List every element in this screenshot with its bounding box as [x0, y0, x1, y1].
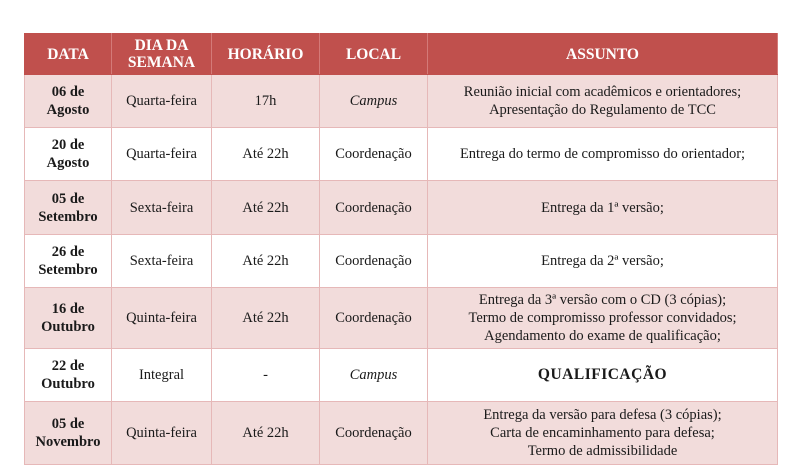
cell-time: Até 22h [212, 128, 320, 181]
cell-weekday: Quarta-feira [112, 128, 212, 181]
table-row [25, 349, 778, 402]
cell-local: Coordenação [320, 128, 428, 181]
date-day: 22 de [51, 358, 85, 374]
table-row [25, 235, 778, 288]
subject-line: Entrega da versão para defesa (3 cópias); [483, 407, 722, 423]
table-row [25, 75, 778, 128]
header-local: LOCAL [320, 34, 428, 75]
cell-subject [428, 288, 778, 349]
date-day: 05 de [51, 416, 85, 432]
table-body [25, 75, 778, 465]
cell-time: - [212, 349, 320, 402]
cell-time: Até 22h [212, 288, 320, 349]
header-day [112, 34, 212, 75]
date-month: Outubro [41, 376, 95, 392]
date-month: Agosto [46, 155, 90, 171]
cell-date [25, 349, 112, 402]
date-day: 16 de [51, 301, 85, 317]
header-date: DATA [25, 34, 112, 75]
subject-line: Carta de encaminhamento para defesa; [490, 425, 715, 441]
cell-date [25, 128, 112, 181]
date-month: Setembro [38, 262, 98, 278]
subject-line: Entrega da 1ª versão; [541, 199, 664, 216]
cell-weekday: Sexta-feira [112, 235, 212, 288]
subject-line: Entrega da 3ª versão com o CD (3 cópias); [478, 292, 727, 308]
table-row [25, 402, 778, 465]
cell-local: Campus [320, 75, 428, 128]
cell-time: Até 22h [212, 402, 320, 465]
cell-local: Coordenação [320, 181, 428, 235]
table-row [25, 181, 778, 235]
date-month: Outubro [41, 319, 95, 335]
cell-subject [428, 75, 778, 128]
schedule-table [24, 33, 778, 465]
header-day-line2: SEMANA [127, 54, 196, 71]
cell-date [25, 75, 112, 128]
header-subject: ASSUNTO [428, 34, 778, 75]
cell-time: Até 22h [212, 235, 320, 288]
cell-weekday: Quarta-feira [112, 75, 212, 128]
date-day: 06 de [51, 84, 85, 100]
cell-weekday: Quinta-feira [112, 402, 212, 465]
cell-time: Até 22h [212, 181, 320, 235]
date-month: Setembro [38, 208, 98, 225]
cell-date [25, 181, 112, 235]
cell-subject [428, 235, 778, 288]
cell-subject [428, 128, 778, 181]
cell-subject [428, 402, 778, 465]
cell-subject [428, 349, 778, 402]
subject-line: Reunião inicial com acadêmicos e orientadores; [463, 84, 742, 100]
subject-line: Termo de admissibilidade [527, 443, 678, 459]
cell-weekday: Quinta-feira [112, 288, 212, 349]
cell-date [25, 235, 112, 288]
table-row [25, 288, 778, 349]
cell-date [25, 402, 112, 465]
cell-local: Coordenação [320, 235, 428, 288]
cell-local: Coordenação [320, 288, 428, 349]
subject-line: Agendamento do exame de qualificação; [484, 328, 721, 344]
date-month: Agosto [46, 102, 90, 118]
table-row [25, 128, 778, 181]
subject-line: Termo de compromisso professor convidados; [468, 310, 737, 326]
date-month: Novembro [35, 434, 101, 450]
cell-date [25, 288, 112, 349]
cell-weekday: Integral [112, 349, 212, 402]
date-day: 26 de [51, 244, 85, 260]
subject-line: Entrega da 2ª versão; [541, 253, 664, 269]
cell-weekday: Sexta-feira [112, 181, 212, 235]
header-day-line1: DIA DA [134, 37, 189, 54]
header-row [25, 34, 778, 75]
cell-local: Campus [320, 349, 428, 402]
date-day: 05 de [51, 190, 85, 207]
subject-line: QUALIFICAÇÃO [537, 366, 668, 383]
header-time: HORÁRIO [212, 34, 320, 75]
cell-time: 17h [212, 75, 320, 128]
cell-subject [428, 181, 778, 235]
cell-local: Coordenação [320, 402, 428, 465]
subject-line: Entrega do termo de compromisso do orientador; [459, 146, 746, 162]
table-header [25, 34, 778, 75]
date-day: 20 de [51, 137, 85, 153]
subject-line: Apresentação do Regulamento de TCC [489, 102, 716, 118]
